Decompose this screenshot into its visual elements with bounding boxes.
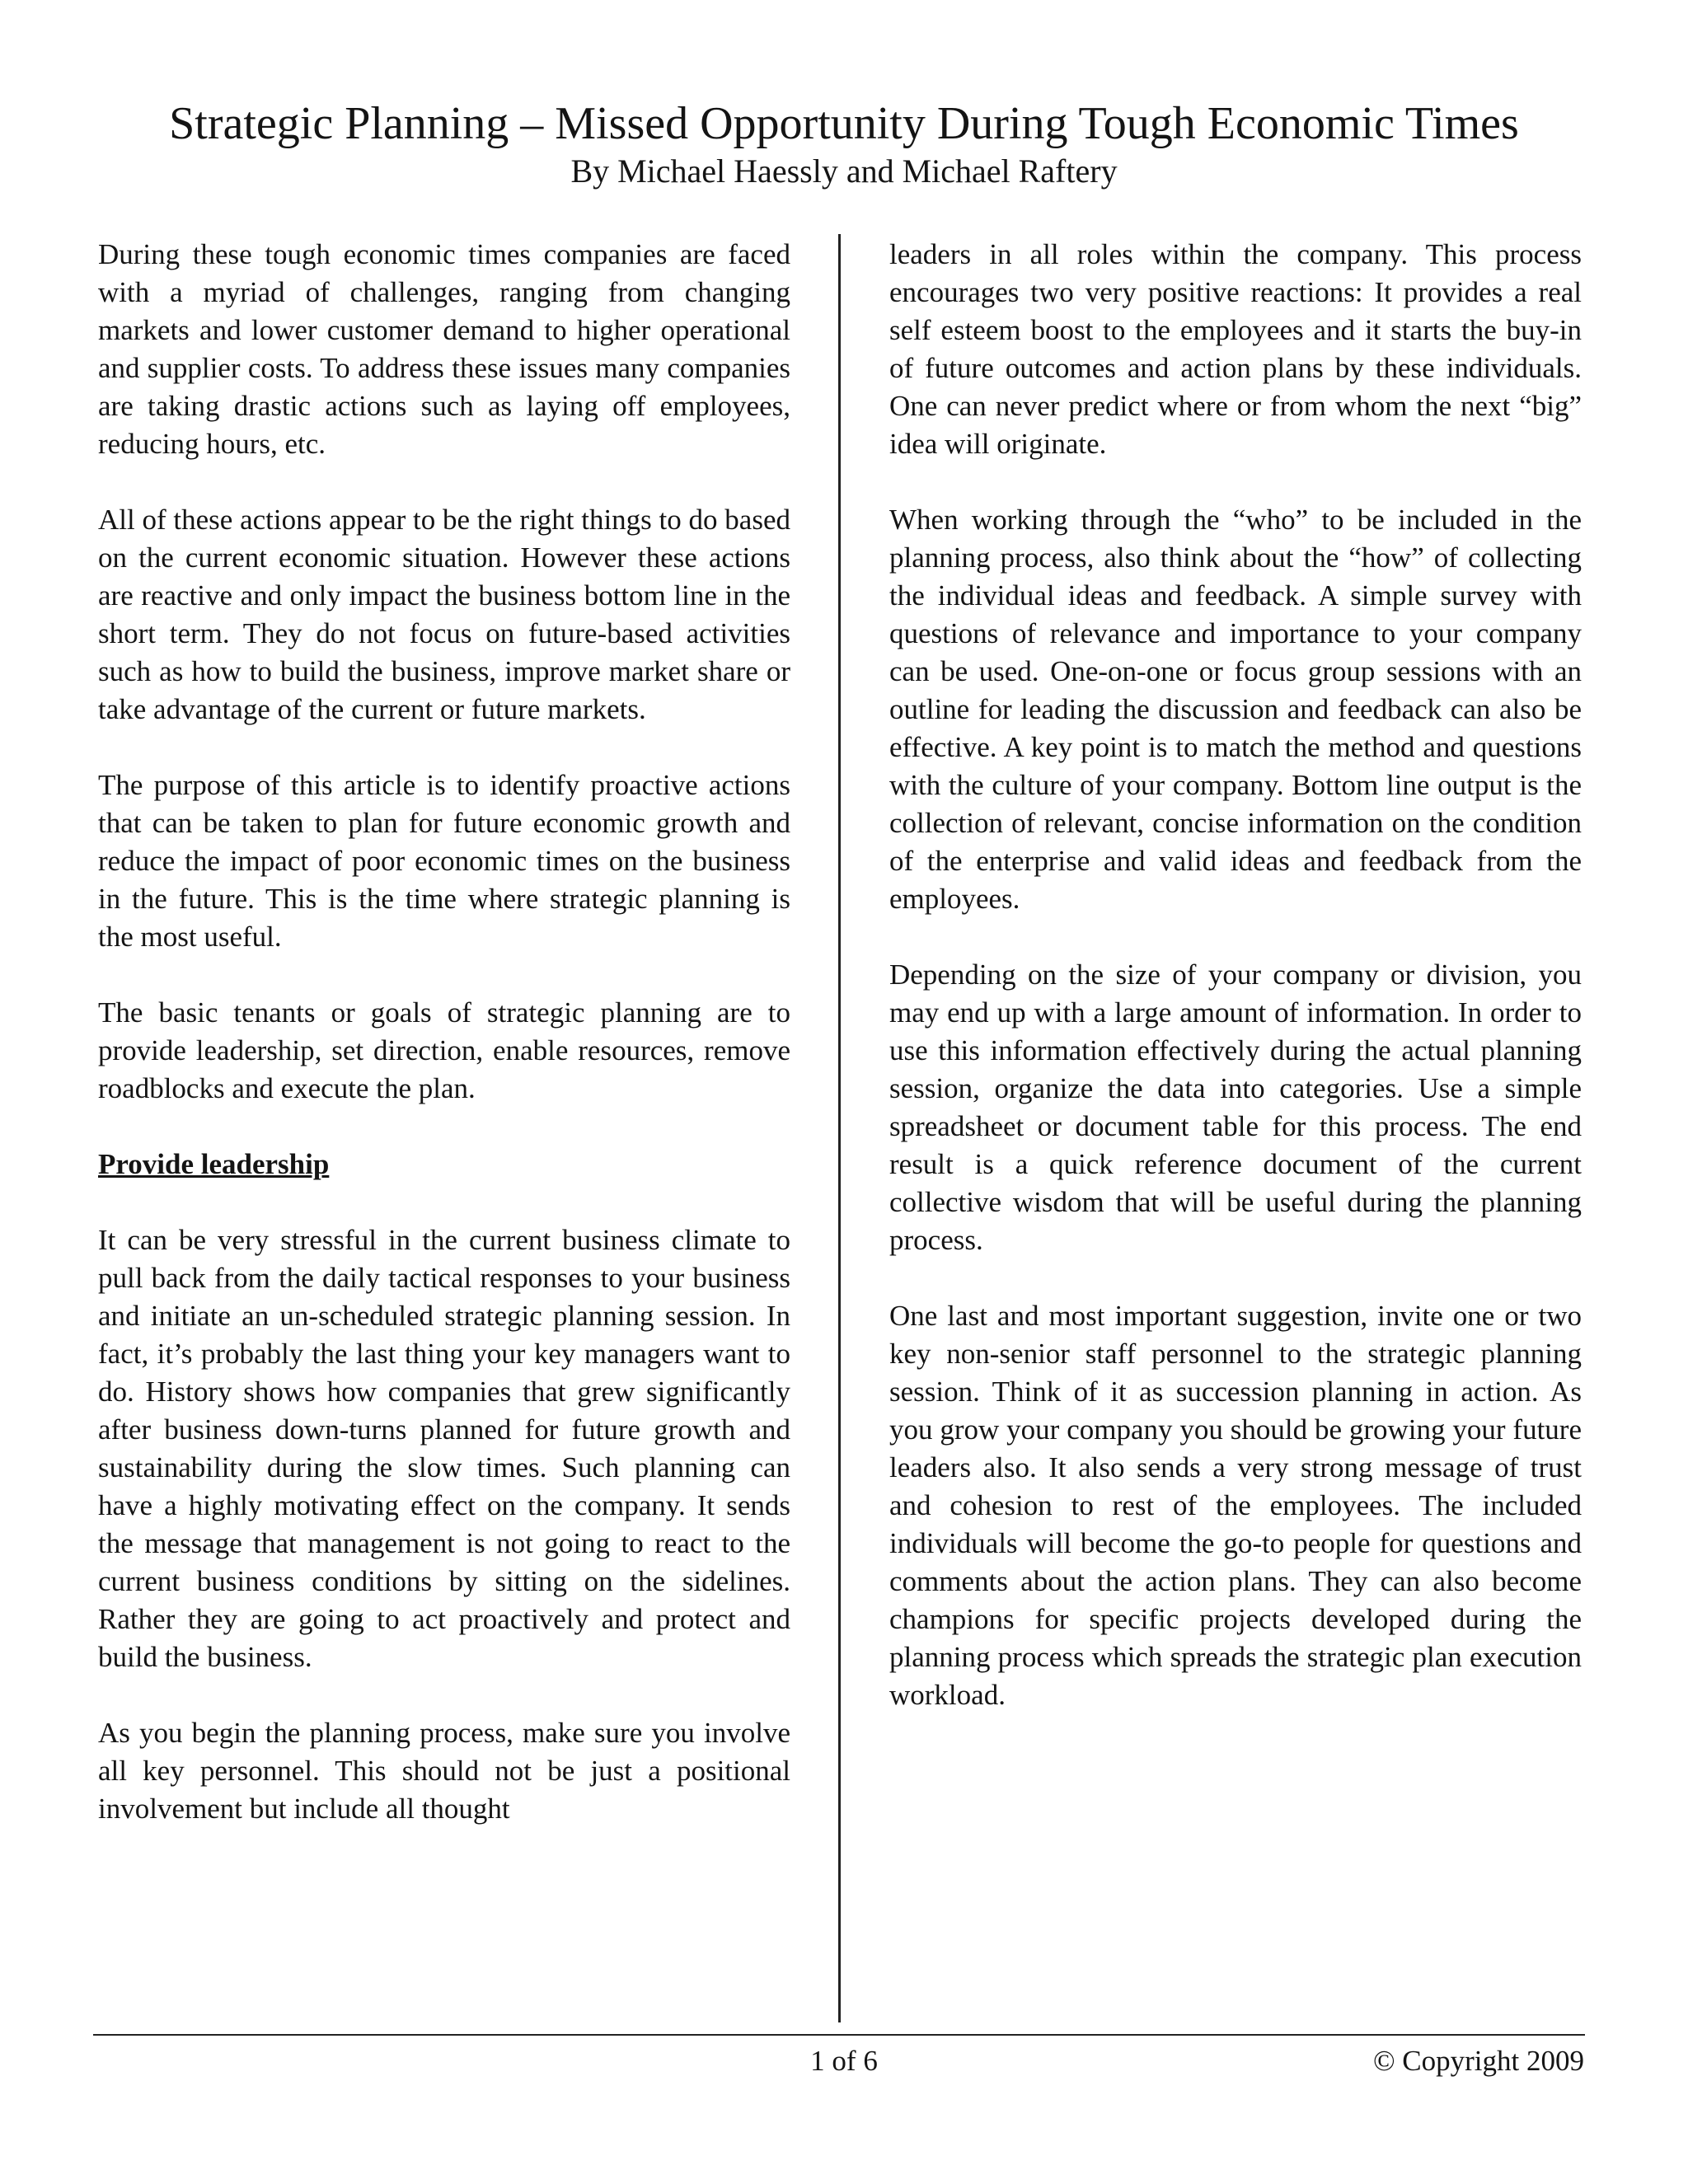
paragraph: During these tough economic times companies are faced with a myriad of challenges, ranging from changing markets and lower customer demand to higher operational and supplier costs. To address these issues many companies are taking drastic actions such as laying off employees, reducing hours, etc. [98, 238, 790, 460]
paragraph: One last and most important suggestion, invite one or two key non-senior staff personnel to the strategic planning session. Think of it as succession planning in action. As you grow your company you should be growing your future leaders also. It also sends a very strong message of trust and cohesion to rest of the employees. The included individuals will become the go-to people for questions and comments about the action plans. They can also become champions for specific projects developed during the planning process which spreads the strategic plan execution workload. [889, 1300, 1582, 1711]
paragraph: Depending on the size of your company or division, you may end up with a large amount of information. In order to use this information effectively during the actual planning session, organize the data into categories. Use a simple spreadsheet or document table for this process. The end result is a quick reference document of the current collective wisdom that will be useful during the planning process. [889, 958, 1582, 1256]
section-heading: Provide leadership [98, 1148, 330, 1180]
footer-rule [93, 2034, 1585, 2036]
author-byline: By Michael Haessly and Michael Raftery [570, 152, 1118, 190]
paragraph: The basic tenants or goals of strategic planning are to provide leadership, set direction, enable resources, remove roadblocks and execute the plan. [98, 996, 790, 1104]
right-column [889, 236, 1582, 1714]
page-number: 1 of 6 [810, 2045, 878, 2077]
document-header [0, 97, 1688, 191]
column-divider [838, 234, 841, 2022]
paragraph: All of these actions appear to be the right things to do based on the current economic situation. However these actions are reactive and only impact the business bottom line in the short term. They do not focus on future-based activities such as how to build the business, improve market share or take advantage of the current or future markets. [98, 504, 790, 725]
paragraph: When working through the “who” to be included in the planning process, also think about the “how” of collecting the individual ideas and feedback. A simple survey with questions of relevance and importance to your company can be used. One-on-one or focus group sessions with an outline for leading the discussion and feedback can also be effective. A key point is to match the method and questions with the culture of your company. Bottom line output is the collection of relevant, concise information on the condition of the enterprise and valid ideas and feedback from the employees. [889, 504, 1582, 915]
paragraph: As you begin the planning process, make sure you involve all key personnel. This should not be just a positional involvement but include all thought [98, 1717, 790, 1825]
left-column [98, 236, 790, 1828]
document-title: Strategic Planning – Missed Opportunity During Tough Economic Times [169, 98, 1519, 149]
paragraph: leaders in all roles within the company. This process encourages two very positive reactions: It provides a real self esteem boost to the employees and it starts the buy-in of future outcomes and action plans by these individuals. One can never predict where or from whom the next “big” idea will originate. [889, 238, 1582, 460]
paragraph: The purpose of this article is to identify proactive actions that can be taken to plan for future economic growth and reduce the impact of poor economic times on the business in the future. This is the time where strategic planning is the most useful. [98, 769, 790, 953]
paragraph: It can be very stressful in the current business climate to pull back from the daily tactical responses to your business and initiate an un-scheduled strategic planning session. In fact, it’s probably the last thing your key managers want to do. History shows how companies that grew significantly after business down-turns planned for future growth and sustainability during the slow times. Such planning can have a highly motivating effect on the company. It sends the message that management is not going to react to the current business conditions by sitting on the sidelines. Rather they are going to act proactively and protect and build the business. [98, 1224, 790, 1673]
copyright-notice: © Copyright 2009 [1372, 2045, 1584, 2077]
